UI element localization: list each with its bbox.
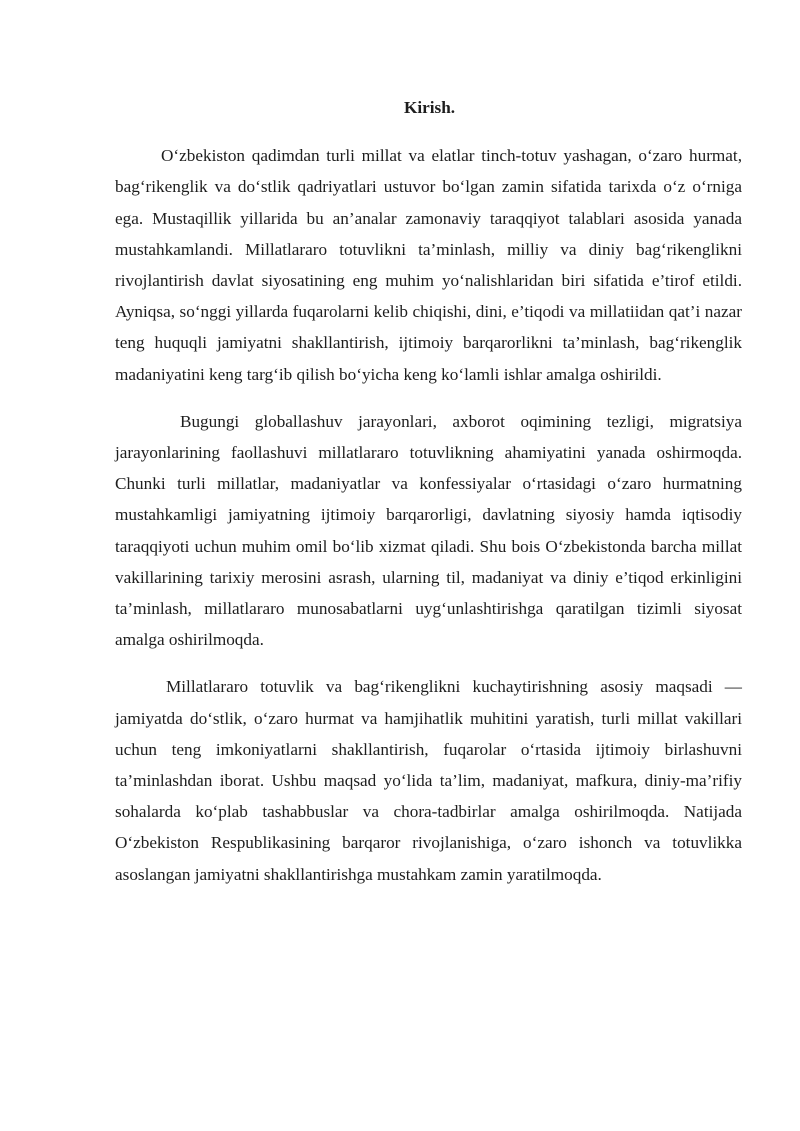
paragraph-intro: O‘zbekiston qadimdan turli millat va elatlar tinch-totuv yashagan, o‘zaro hurmat, bag‘rikenglik va do‘stlik qadriyatlari ustuvor bo‘lgan zamin sifatida tarixda o‘z o‘rniga ega. Mustaqillik yillarida bu an’analar zamonaviy taraqqiyot talablari asosida yanada mustahkamlandi. Millatlararo totuvlikni ta’minlash, milliy va diniy bag‘rikenglikni rivojlantirish davlat siyosatining eng muhim yo‘nalishlaridan biri sifatida e’tirof etildi. Ayniqsa, so‘nggi yillarda fuqarolarni kelib chiqishi, dini, e’tiqodi va millatiidan qat’i nazar teng huquqli jamiyatni shakllantirish, ijtimoiy barqarorlikni ta’minlash, bag‘rikenglik madaniyatini keng targ‘ib qilish bo‘yicha keng ko‘lamli ishlar amalga oshirildi. (115, 146, 742, 384)
paragraph-globalization: Bugungi globallashuv jarayonlari, axborot oqimining tezligi, migratsiya jarayonlarining faollashuvi millatlararo totuvlikning ahamiyatini yanada oshirmoqda. Chunki turli millatlar, madaniyatlar va konfessiyalar o‘rtasidagi o‘zaro hurmatning mustahkamligi jamiyatning ijtimoiy barqarorligi, davlatning siyosiy hamda iqtisodiy taraqqiyoti uchun muhim omil bo‘lib xizmat qiladi. Shu bois O‘zbekistonda barcha millat vakillarining tarixiy merosini asrash, ularning til, madaniyat va diniy e’tiqod erkinligini ta’minlash, millatlararo munosabatlarni uyg‘unlashtirishga qaratilgan tizimli siyosat amalga oshirilmoqda. (115, 411, 742, 650)
document-title: Kirish. (403, 98, 456, 117)
paragraph-goal: Millatlararo totuvlik va bag‘rikenglikni kuchaytirishning asosiy maqsadi — jamiyatda do‘stlik, o‘zaro hurmat va hamjihatlik muhitini yaratish, turli millat vakillari uchun teng imkoniyatlarni shakllantirish, fuqarolar o‘rtasida ijtimoiy birlashuvni ta’minlashdan iborat. Ushbu maqsad yo‘lida ta’lim, madaniyat, mafkura, diniy-ma’rifiy sohalarda ko‘plab tashabbuslar va chora-tadbirlar amalga oshirilmoqda. Natijada O‘zbekiston Respublikasining barqaror rivojlanishiga, o‘zaro ishonch va totuvlikka asoslangan jamiyatni shakllantirishga mustahkam zamin yaratilmoqda. (115, 677, 742, 884)
document-page (115, 92, 742, 906)
